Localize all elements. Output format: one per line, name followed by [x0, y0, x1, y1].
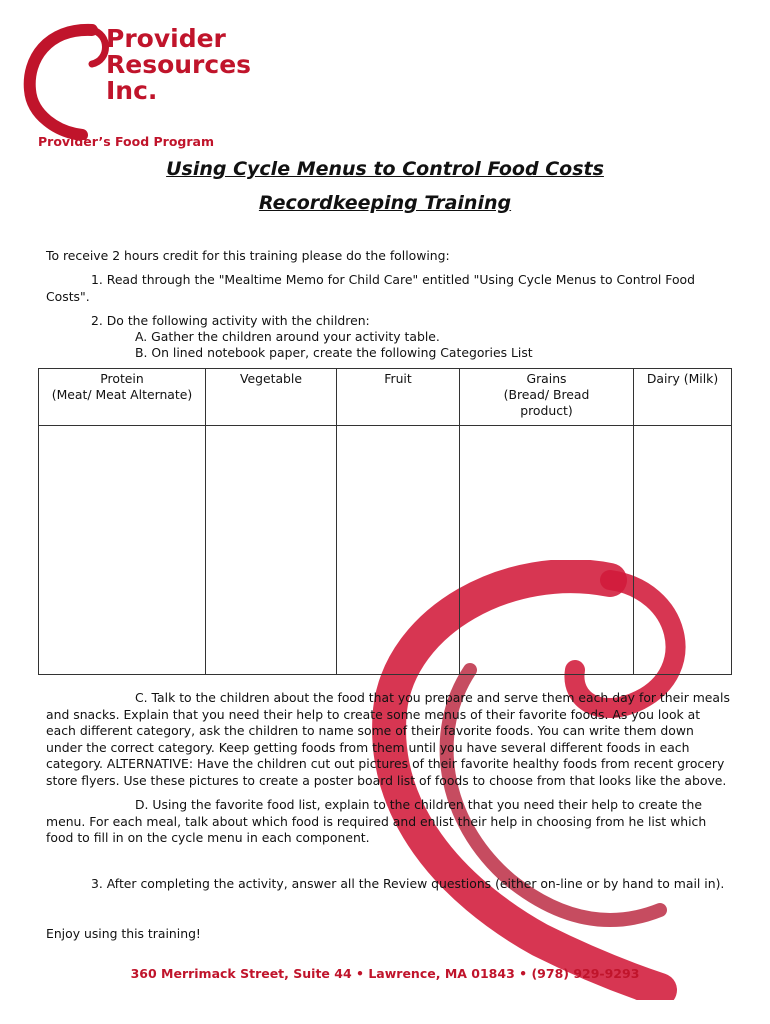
table-header-row [39, 369, 732, 426]
footer-address: 360 Merrimack Street, Suite 44 • Lawrence, MA 01843 • (978) 929-9293 [130, 966, 640, 981]
step-1-line-1: 1. Read through the "Mealtime Memo for Child Care" entitled "Using Cycle Menus to Control Food [91, 272, 695, 287]
step-2b: B. On lined notebook paper, create the following Categories List [135, 345, 533, 360]
document-title: Using Cycle Menus to Control Food Costs [166, 158, 604, 180]
step-1-line-2: Costs". [46, 289, 90, 304]
logo-tagline: Provider’s Food Program [38, 134, 214, 149]
header-fruit-label: Fruit [384, 371, 412, 386]
intro-text: To receive 2 hours credit for this training please do the following: [46, 248, 450, 263]
header-dairy-label: Dairy (Milk) [646, 371, 719, 386]
step-2a: A. Gather the children around your activity table. [135, 329, 440, 344]
cell-fruit [337, 426, 460, 675]
cell-vegetable [206, 426, 337, 675]
table-body-row [39, 426, 732, 675]
header-dairy [634, 369, 732, 426]
logo-line-inc: Inc. [106, 76, 158, 105]
document-subtitle: Recordkeeping Training [258, 192, 512, 214]
logo-line-provider: Provider [106, 24, 226, 53]
header-protein-label: Protein [100, 371, 144, 386]
categories-table [38, 368, 732, 675]
company-logo [22, 20, 252, 155]
cell-dairy [634, 426, 732, 675]
header-grains [460, 369, 634, 426]
header-protein-note: (Meat/ Meat Alternate) [51, 387, 193, 402]
logo-swirl-icon [22, 20, 112, 140]
logo-line-resources: Resources [106, 50, 252, 79]
header-fruit [337, 369, 460, 426]
header-grains-label: Grains [526, 371, 567, 386]
header-vegetable-label: Vegetable [239, 371, 302, 386]
cell-grains [460, 426, 634, 675]
step-2: 2. Do the following activity with the children: [91, 313, 370, 328]
paragraph-d: D. Using the favorite food list, explain to the children that you need their help to create the menu. For each meal, talk about which food is required and enlist their help in choosing from he list which food to fill in on the cycle menu in each component. [46, 797, 707, 845]
paragraph-c: C. Talk to the children about the food that you prepare and serve them each day for their meals and snacks. Explain that you need their help to create some menus of their favorite foods. As you look at each different category, ask the children to name some of their favorite foods. You can write them down under the correct category. Keep getting foods from them until you have several different foods in each category. ALTERNATIVE: Have the children cut out pictures of their favorite healthy foods from recent grocery store flyers. Use these pictures to create a poster board list of foods to choose from that looks like the above. [46, 690, 730, 788]
cell-protein [39, 426, 206, 675]
header-grains-note-1: (Bread/ Bread [503, 387, 590, 402]
header-grains-note-2: product) [520, 403, 573, 418]
header-vegetable [206, 369, 337, 426]
closing-text: Enjoy using this training! [46, 926, 201, 941]
header-protein [39, 369, 206, 426]
step-3: 3. After completing the activity, answer all the Review questions (either on-line or by hand to mail in). [91, 876, 725, 891]
